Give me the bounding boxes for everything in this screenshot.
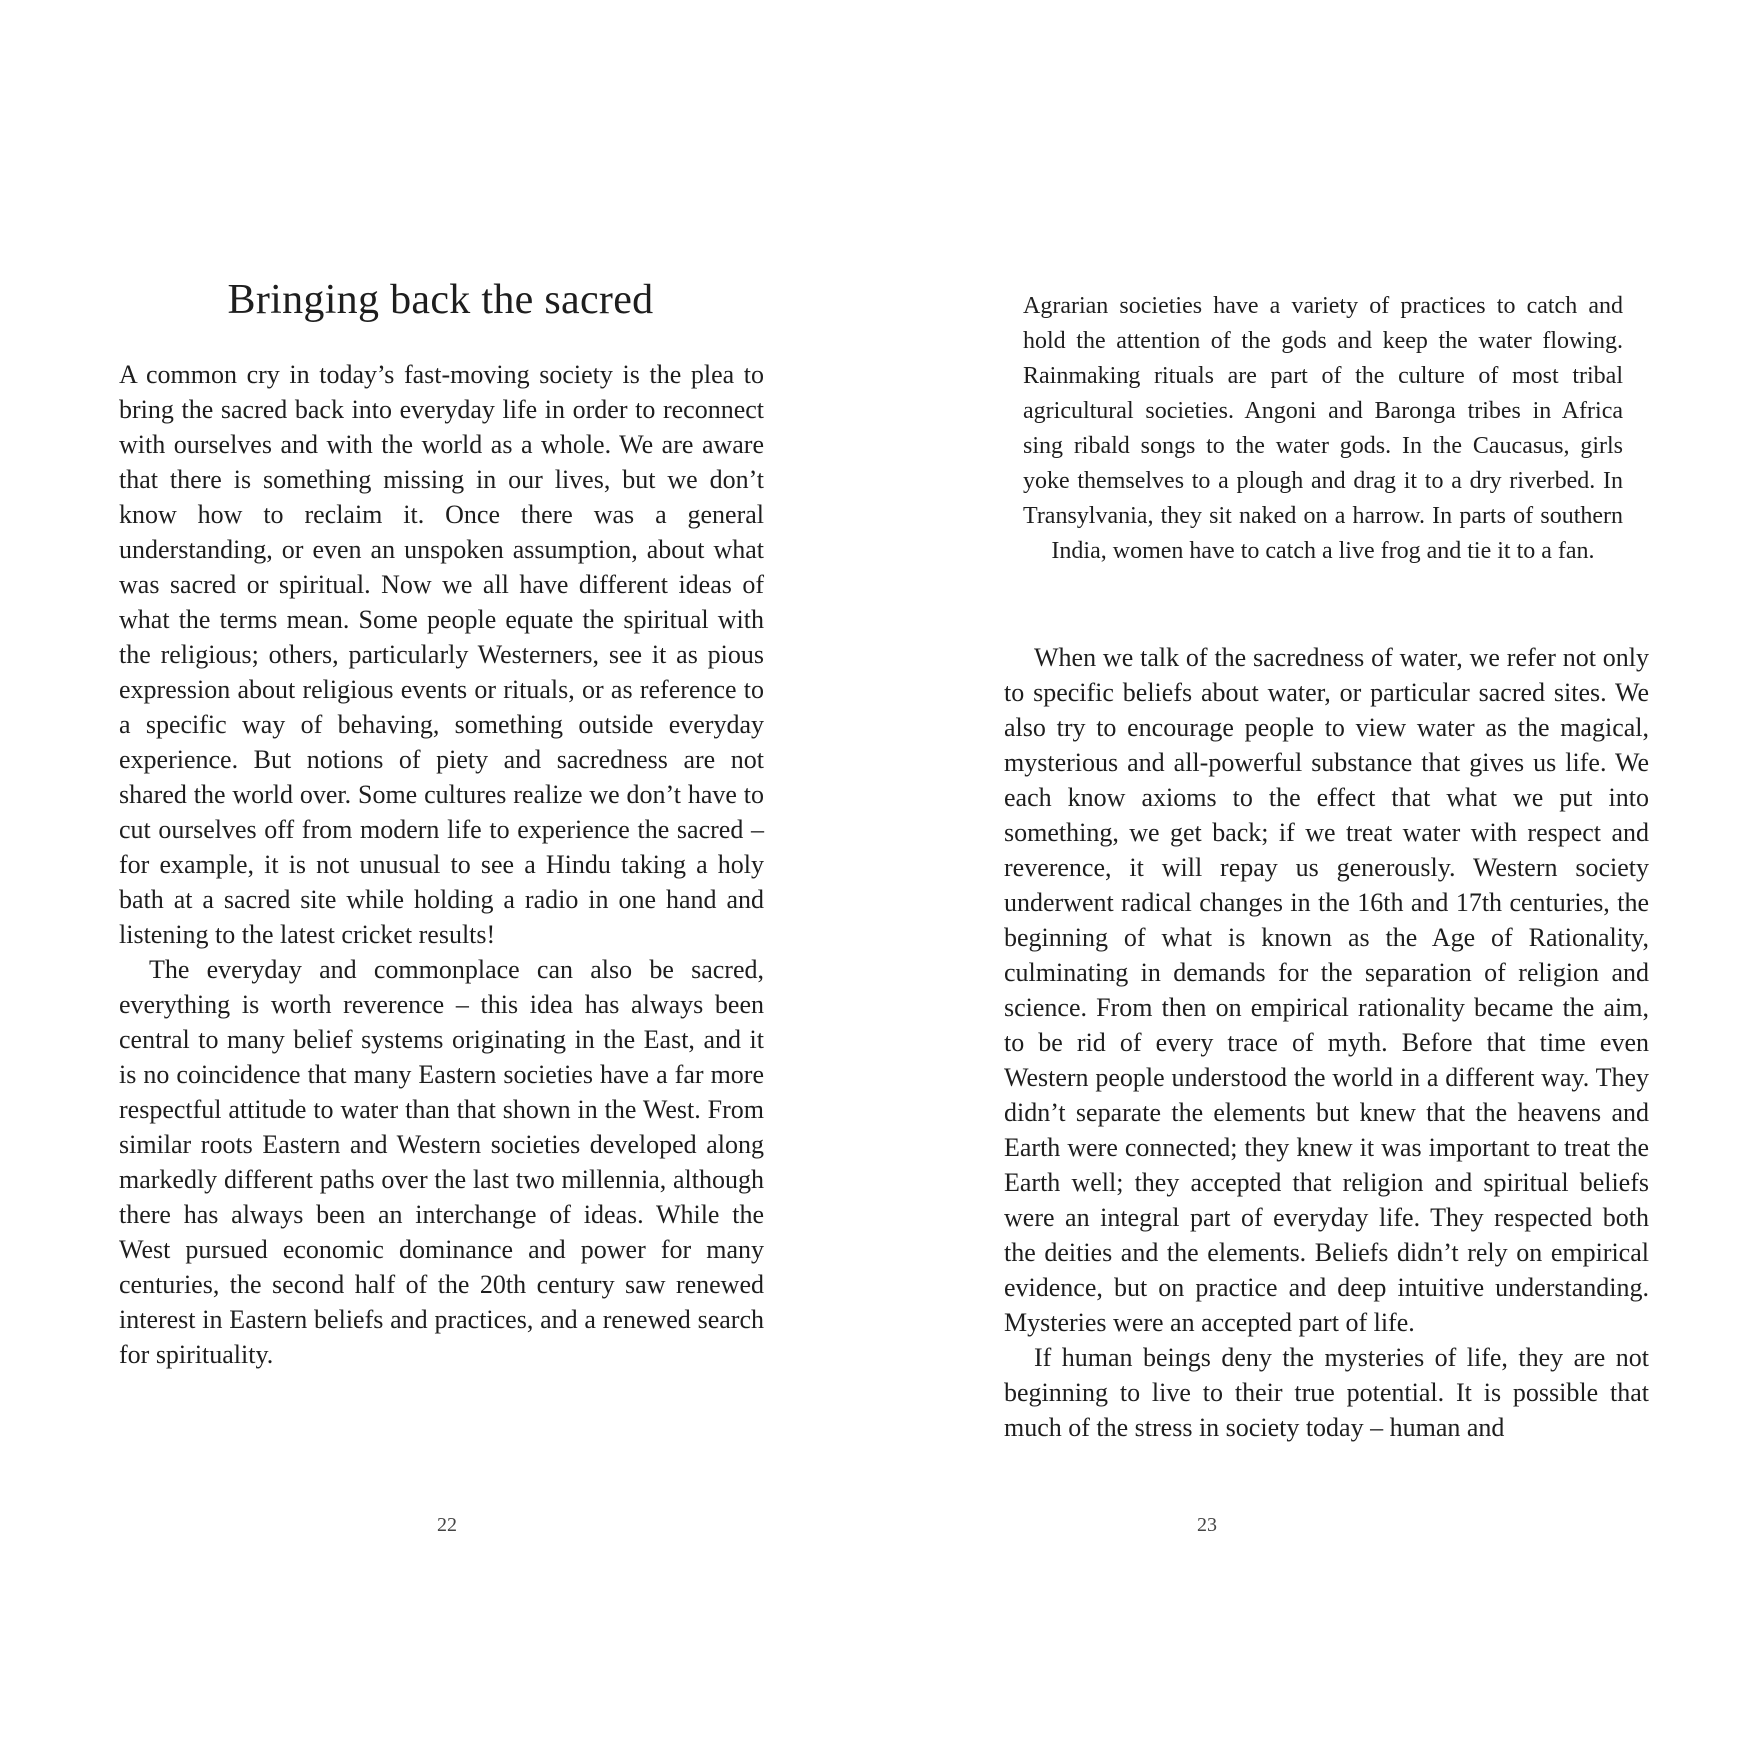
- right-paragraph-2: If human beings deny the mysteries of life, they are not beginning to live to their true potential. It is possible that much of the stress in society today – human and: [1004, 1343, 1649, 1442]
- right-page: [874, 0, 1749, 1749]
- left-body-text: [119, 357, 764, 1372]
- sidebar-quote: Agrarian societies have a variety of practices to catch and hold the attention of the gods and keep the water flowing. Rainmaking rituals are part of the culture of most tribal agricultural societies. Angoni and Baronga tribes in Africa sing ribald songs to the water gods. In the Caucasus, girls yoke themselves to a plough and drag it to a dry riverbed. In Transylvania, they sit naked on a harrow. In parts of southern India, women have to catch a live frog and tie it to a fan.: [1023, 293, 1623, 564]
- page-number-left: 22: [437, 1514, 457, 1536]
- left-paragraph-1: A common cry in today’s fast-moving society is the plea to bring the sacred back into everyday life in order to reconnect with ourselves and with the world as a whole. We are aware that there is something missing in our lives, but we don’t know how to reclaim it. Once there was a general understanding, or even an unspoken assumption, about what was sacred or spiritual. Now we all have different ideas of what the terms mean. Some people equate the spiritual with the religious; others, particularly Westerners, see it as pious expression about religious events or rituals, or as reference to a specific way of behaving, something outside everyday experience. But notions of piety and sacredness are not shared the world over. Some cultures realize we don’t have to cut ourselves off from modern life to experience the sacred – for example, it is not unusual to see a Hindu taking a holy bath at a sacred site while holding a radio in one hand and listening to the latest cricket results!: [119, 360, 764, 949]
- page-number-right: 23: [1197, 1514, 1217, 1536]
- left-paragraph-2: The everyday and commonplace can also be sacred, everything is worth reverence – this idea has always been central to many belief systems originating in the East, and it is no coincidence that many Eastern societies have a far more respectful attitude to water than that shown in the West. From similar roots Eastern and Western societies developed along markedly different paths over the last two millennia, although there has always been an interchange of ideas. While the West pursued economic dominance and power for many centuries, the second half of the 20th century saw renewed interest in Eastern beliefs and practices, and a renewed search for spirituality.: [119, 955, 764, 1369]
- right-body-text: [1004, 640, 1649, 1445]
- chapter-heading: Bringing back the sacred: [227, 277, 654, 323]
- left-page: [0, 0, 874, 1749]
- right-paragraph-1: When we talk of the sacredness of water, we refer not only to specific beliefs about water, or particular sacred sites. We also try to encourage people to view water as the magical, mysterious and all-powerful substance that gives us life. We each know axioms to the effect that what we put into something, we get back; if we treat water with respect and reverence, it will repay us generously. Western society underwent radical changes in the 16th and 17th centuries, the beginning of what is known as the Age of Rationality, culminating in demands for the separation of religion and science. From then on empirical rationality became the aim, to be rid of every trace of myth. Before that time even Western people understood the world in a different way. They didn’t separate the elements but knew that the heavens and Earth were connected; they knew it was important to treat the Earth well; they accepted that religion and spiritual beliefs were an integral part of everyday life. They respected both the deities and the elements. Beliefs didn’t rely on empirical evidence, but on practice and deep intuitive understanding. Mysteries were an accepted part of life.: [1004, 643, 1649, 1337]
